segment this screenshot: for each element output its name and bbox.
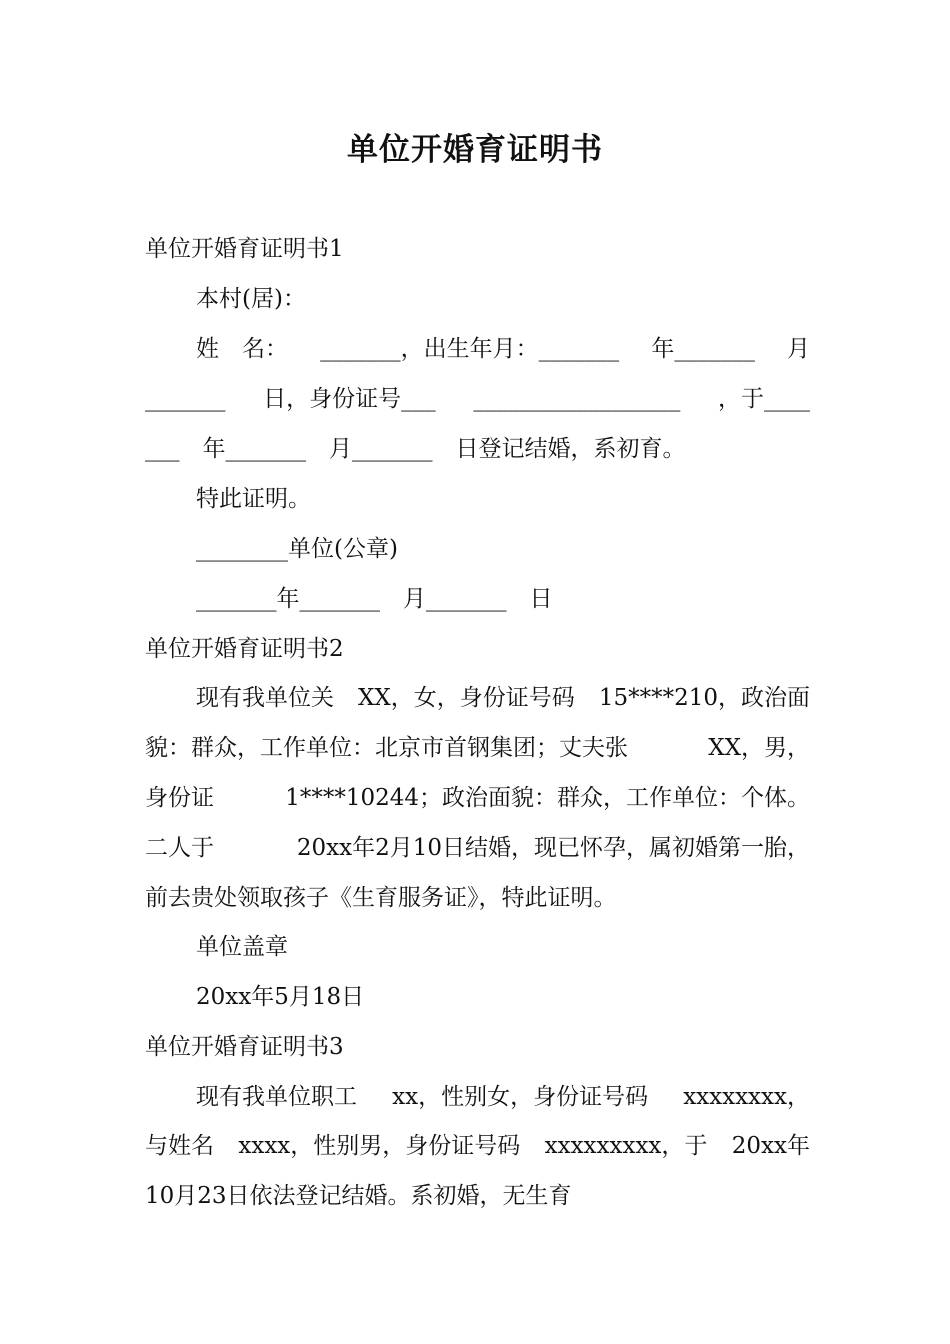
text-segment: __________________ xyxy=(473,386,681,412)
section-2-line-5: 前去贵处领取孩子《生育服务证》，特此证明。 xyxy=(145,885,617,911)
section-1-closing: 特此证明。 xyxy=(196,486,311,512)
section-2-date: 20xx年5月18日 xyxy=(196,984,365,1010)
section-2-line-4 xyxy=(145,830,810,866)
section-1-line-1 xyxy=(196,331,810,367)
text-segment: 1****10244；政治面貌：群众，工作单位：个体。 xyxy=(285,785,810,811)
text-segment: 貌：群众，工作单位：北京市首钢集团；丈夫张 xyxy=(145,735,628,761)
section-2-line-1 xyxy=(196,680,810,716)
section-2-line-2 xyxy=(145,730,810,766)
text-segment: 20xx年 xyxy=(731,1133,810,1159)
section-1-heading: 单位开婚育证明书1 xyxy=(145,236,344,262)
text-segment: 月 xyxy=(786,336,810,362)
document-title: 单位开婚育证明书 xyxy=(347,132,603,168)
section-1-date: _______年_______ 月_______ 日 xyxy=(196,586,553,612)
text-segment: 20xx年2月10日结婚，现已怀孕，属初婚第一胎， xyxy=(296,835,810,861)
text-segment: 身份证 xyxy=(145,785,214,811)
text-segment: xxxx，性别男，身份证号码 xyxy=(238,1133,521,1159)
text-segment: xxxxxxxxx，于 xyxy=(544,1133,708,1159)
text-segment: 日，身份证号___ xyxy=(263,386,436,412)
text-segment: 现有我单位关 xyxy=(196,685,334,711)
section-2-seal: 单位盖章 xyxy=(196,934,288,960)
text-segment: 现有我单位职工 xyxy=(196,1084,357,1110)
text-segment: XX，女，身份证号码 xyxy=(358,685,575,711)
section-3-line-2 xyxy=(145,1128,810,1164)
section-3-line-1 xyxy=(196,1079,810,1115)
text-segment: 15****210，政治面 xyxy=(598,685,810,711)
section-1-line-2 xyxy=(145,381,810,417)
section-1-line-3: ___ 年_______ 月_______ 日登记结婚，系初育。 xyxy=(145,436,686,462)
text-segment: 年_______ xyxy=(651,336,755,362)
section-3-heading: 单位开婚育证明书3 xyxy=(145,1034,344,1060)
section-3-line-3: 10月23日依法登记结婚。系初婚，无生育 xyxy=(145,1183,572,1209)
text-segment: 二人于 xyxy=(145,835,214,861)
text-segment: 与姓名 xyxy=(145,1133,214,1159)
section-1-addressee: 本村(居)： xyxy=(196,286,306,312)
section-2-heading: 单位开婚育证明书2 xyxy=(145,636,344,662)
text-segment: _______，出生年月：_______ xyxy=(320,336,620,362)
text-segment: xxxxxxxx， xyxy=(683,1084,810,1110)
text-segment: XX，男， xyxy=(708,735,810,761)
text-segment: xx，性别女，身份证号码 xyxy=(392,1084,649,1110)
text-segment: _______ xyxy=(145,386,226,412)
text-segment: ，于____ xyxy=(717,386,810,412)
section-1-seal: ________单位(公章) xyxy=(196,536,398,562)
text-segment: 姓 名： xyxy=(196,336,288,362)
section-2-line-3 xyxy=(145,780,810,816)
